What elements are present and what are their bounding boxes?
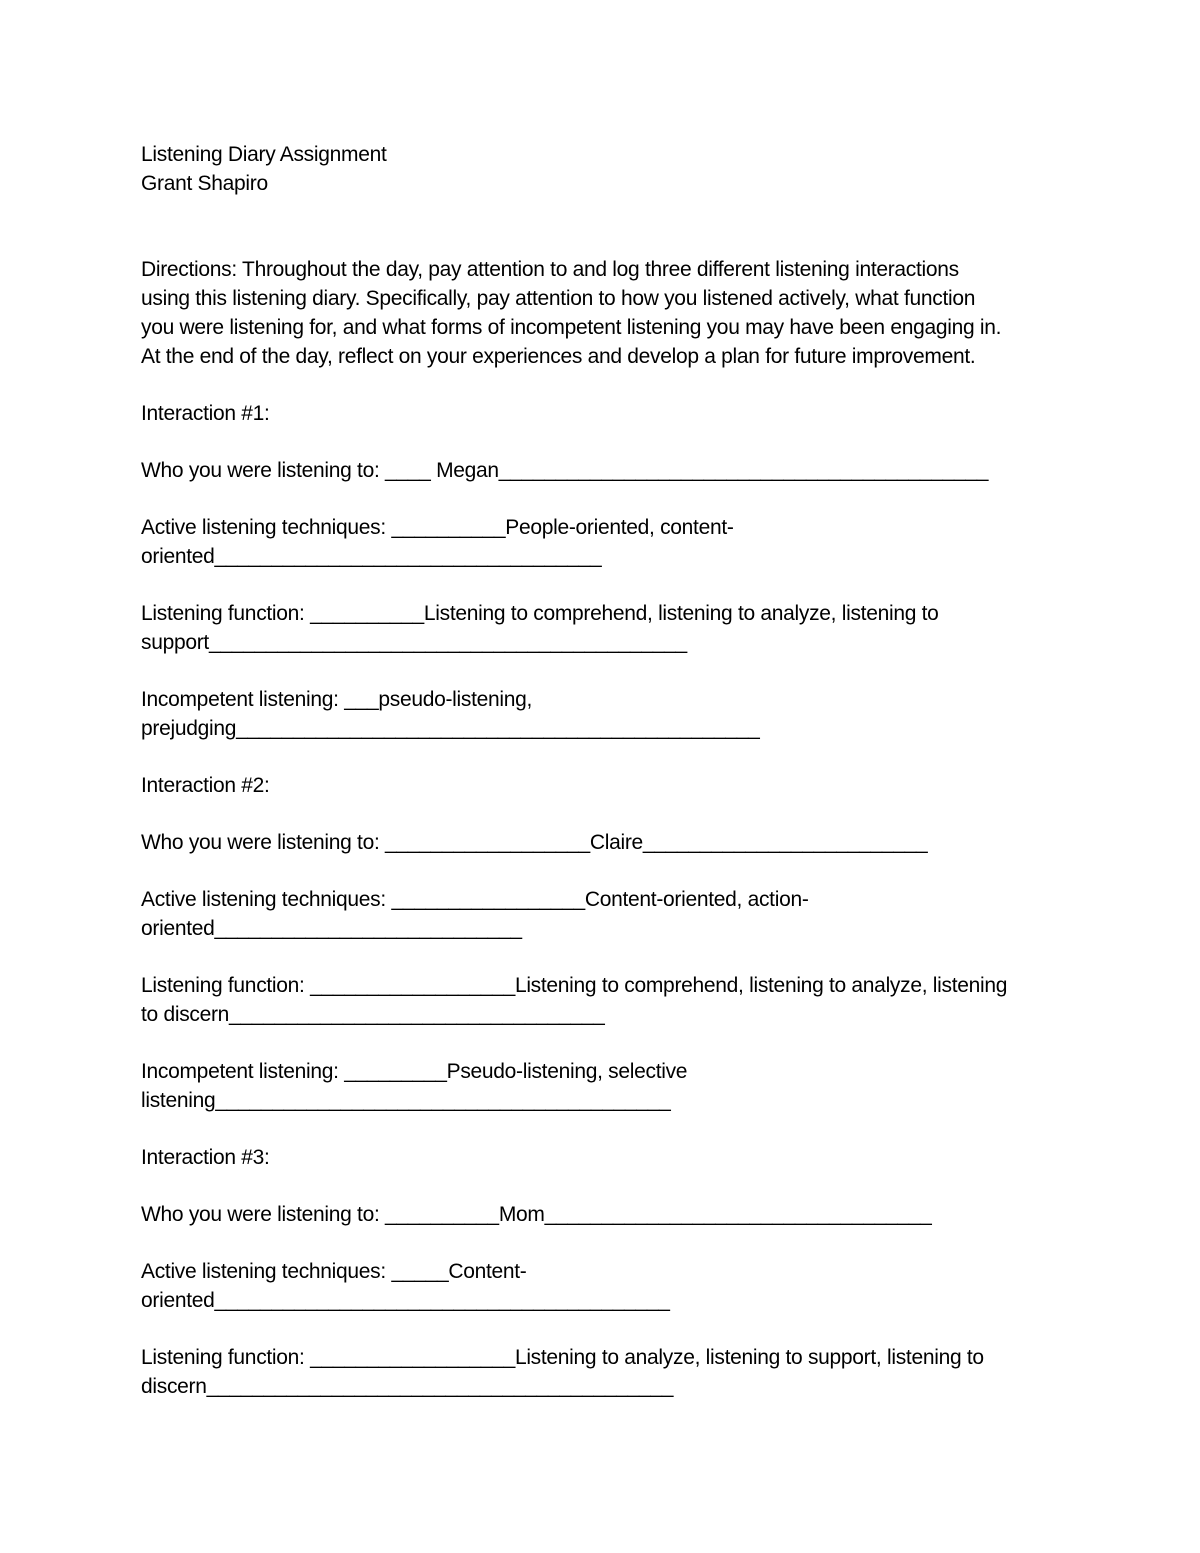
- techniques-field: Active listening techniques: _________________Content-oriented, action-: [141, 888, 809, 911]
- document-author: Grant Shapiro: [141, 172, 268, 195]
- incompetent-field: Incompetent listening: ___pseudo-listening,: [141, 688, 533, 711]
- interaction-heading: Interaction #3:: [141, 1146, 270, 1169]
- document-title: Listening Diary Assignment: [141, 143, 387, 166]
- directions-line: you were listening for, and what forms of incompetent listening you may have been engaging in.: [141, 316, 1002, 339]
- techniques-field-continued: oriented__________________________________: [141, 545, 602, 568]
- spacer: [141, 198, 1071, 255]
- incompetent-field-continued: prejudging______________________________________________: [141, 717, 760, 740]
- interaction-section-2: [141, 771, 1071, 1143]
- techniques-field: Active listening techniques: __________People-oriented, content-: [141, 516, 734, 539]
- who-field: Who you were listening to: __________Mom__________________________________: [141, 1203, 932, 1226]
- techniques-field-continued: oriented________________________________________: [141, 1289, 670, 1312]
- directions-line: At the end of the day, reflect on your experiences and develop a plan for future improvement.: [141, 345, 976, 368]
- function-field-continued: discern_________________________________________: [141, 1375, 674, 1398]
- spacer: [141, 371, 1071, 399]
- incompetent-field-continued: listening________________________________________: [141, 1089, 671, 1112]
- incompetent-field: Incompetent listening: _________Pseudo-listening, selective: [141, 1060, 688, 1083]
- directions-line: using this listening diary. Specifically, pay attention to how you listened actively, what function: [141, 287, 976, 310]
- function-field: Listening function: __________Listening to comprehend, listening to analyze, listening to: [141, 602, 939, 625]
- techniques-field: Active listening techniques: _____Content-: [141, 1260, 527, 1283]
- interaction-section-3: [141, 1143, 1071, 1401]
- document-page: [141, 140, 1071, 1401]
- interaction-heading: Interaction #2:: [141, 774, 270, 797]
- function-field: Listening function: __________________Listening to comprehend, listening to analyze, listening: [141, 974, 1008, 997]
- function-field-continued: support__________________________________________: [141, 631, 687, 654]
- who-field: Who you were listening to: ____ Megan___________________________________________: [141, 459, 989, 482]
- interaction-section-1: [141, 399, 1071, 771]
- techniques-field-continued: oriented___________________________: [141, 917, 522, 940]
- interaction-heading: Interaction #1:: [141, 402, 270, 425]
- directions-paragraph: [141, 255, 1071, 371]
- function-field-continued: to discern_________________________________: [141, 1003, 605, 1026]
- who-field: Who you were listening to: __________________Claire_________________________: [141, 831, 928, 854]
- function-field: Listening function: __________________Listening to analyze, listening to support, listening to: [141, 1346, 984, 1369]
- directions-line: Directions: Throughout the day, pay attention to and log three different listening interactions: [141, 258, 959, 281]
